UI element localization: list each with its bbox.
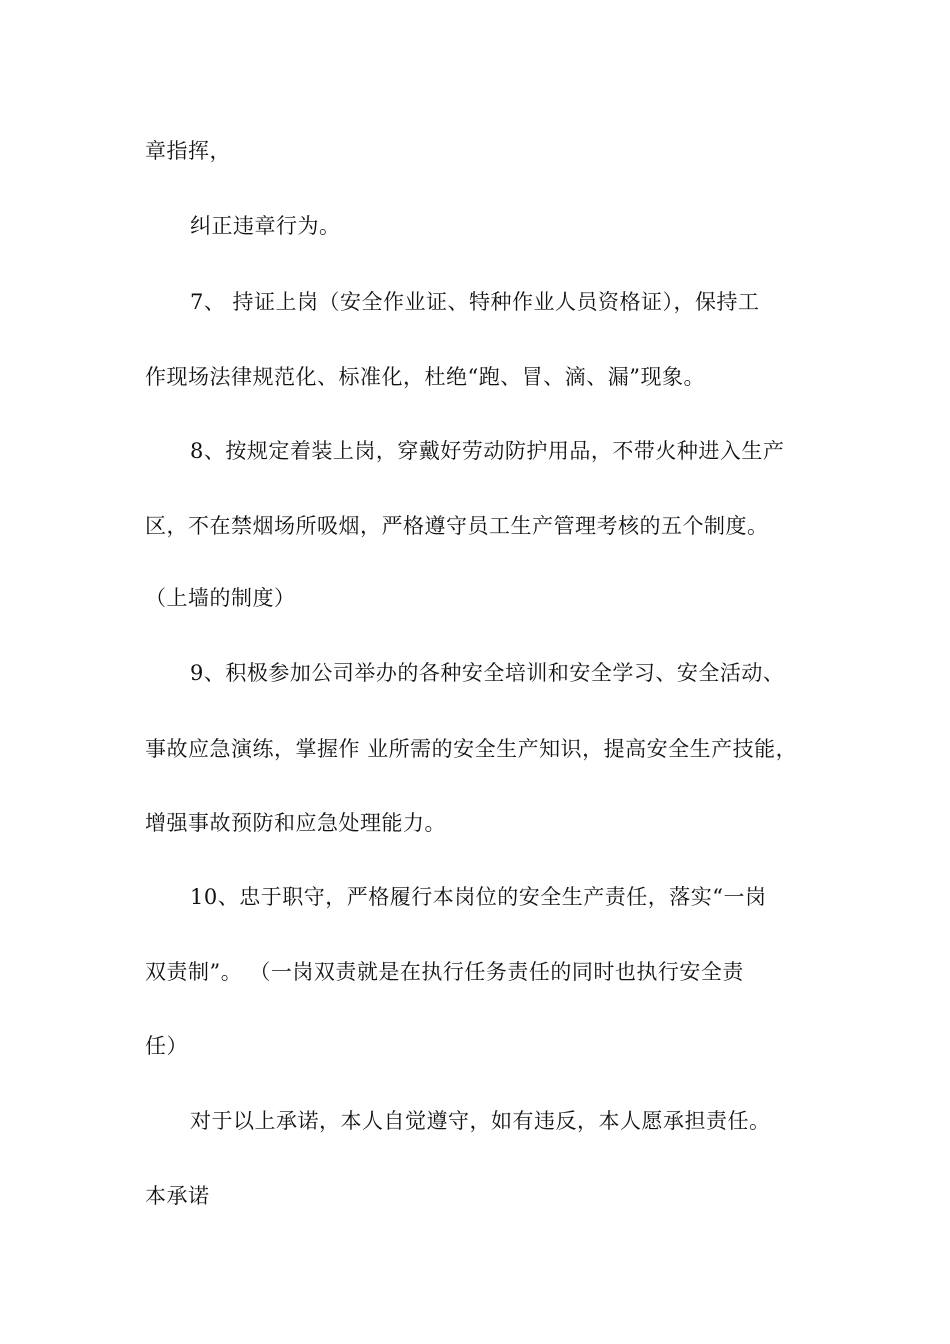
text-line: （上墙的制度） — [145, 586, 296, 610]
text-line: 7、 持证上岗（安全作业证、特种作业人员资格证），保持工 — [190, 290, 760, 314]
text-line: 8、按规定着装上岗，穿戴好劳动防护用品，不带火种进入生产 — [190, 439, 785, 463]
text-line: 9、积极参加公司举办的各种安全培训和安全学习、安全活动、 — [190, 661, 785, 685]
text-line: 区，不在禁烟场所吸烟，严格遵守员工生产管理考核的五个制度。 — [145, 514, 769, 538]
text-line: 任） — [145, 1034, 188, 1058]
text-line: 章指挥， — [145, 139, 231, 163]
text-line: 本承诺 — [145, 1184, 210, 1208]
text-line: 纠正违章行为。 — [190, 214, 341, 238]
text-line: 对于以上承诺，本人自觉遵守，如有违反，本人愿承担责任。 — [190, 1109, 771, 1133]
text-line: 事故应急演练，掌握作 业所需的安全生产知识，提高安全生产技能， — [145, 737, 798, 761]
text-line: 10、忠于职守，严格履行本岗位的安全生产责任，落实“一岗 — [190, 885, 767, 909]
text-line: 作现场法律规范化、标准化，杜绝“跑、冒、滴、漏”现象。 — [145, 365, 705, 389]
text-line: 双责制”。 （一岗双责就是在执行任务责任的同时也执行安全责 — [145, 960, 744, 984]
text-line: 增强事故预防和应急处理能力。 — [145, 811, 446, 835]
